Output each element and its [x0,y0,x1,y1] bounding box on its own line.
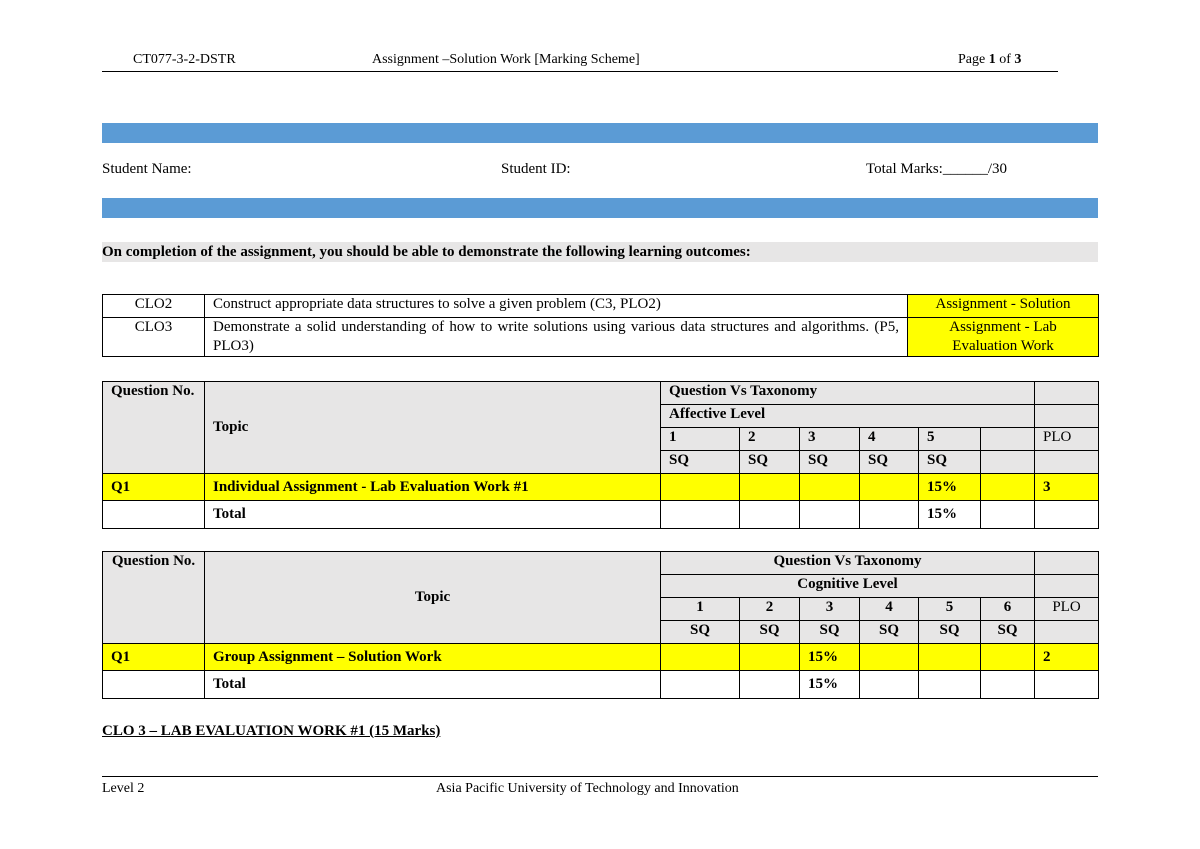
blue-band-top [102,123,1098,143]
total-row [103,671,1099,699]
level-3-header: 3 [800,598,860,621]
total-label: Total [205,671,661,699]
sq-header: SQ [740,621,800,644]
question-vs-taxonomy-header: Question Vs Taxonomy [661,552,1035,575]
level-4-header: 4 [860,428,919,451]
total-mark: 15% [800,671,860,699]
footer-university: Asia Pacific University of Technology and Innovation [436,781,739,796]
mark-cell: 15% [919,474,981,501]
plo-cell: 3 [1035,474,1099,501]
student-name-label: Student Name: [102,161,192,177]
affective-level-header: Affective Level [661,405,1035,428]
total-row [103,501,1099,529]
total-label: Total [205,501,661,529]
clo-code: CLO3 [103,318,205,357]
clo-row [103,295,1099,318]
page-number: Page 1 of 3 [958,52,1022,67]
cognitive-level-header: Cognitive Level [661,575,1035,598]
question-no-header: Question No. [103,382,205,474]
topic-header: Topic [205,382,661,474]
total-mark: 15% [919,501,981,529]
topic-cell: Group Assignment – Solution Work [205,644,661,671]
clo-row [103,318,1099,357]
sq-header: SQ [919,451,981,474]
clo-assessment: Assignment - Solution [908,295,1099,318]
sq-header: SQ [800,621,860,644]
header-rule [102,71,1058,72]
level-1-header: 1 [661,598,740,621]
sq-header: SQ [740,451,800,474]
document-title: Assignment –Solution Work [Marking Scheme] [372,52,640,67]
level-2-header: 2 [740,598,800,621]
level-3-header: 3 [800,428,860,451]
level-5-header: 5 [919,598,981,621]
question-id: Q1 [103,474,205,501]
affective-taxonomy-table [102,381,1099,529]
clo-description: Demonstrate a solid understanding of how to write solutions using various data structures and algorithms. (P5, PLO3) [205,318,908,357]
sq-header: SQ [860,621,919,644]
level-5-header: 5 [919,428,981,451]
question-id: Q1 [103,644,205,671]
section-heading: CLO 3 – LAB EVALUATION WORK #1 (15 Marks) [102,723,441,739]
plo-cell: 2 [1035,644,1099,671]
sq-header: SQ [661,451,740,474]
sq-header: SQ [919,621,981,644]
clo-table [102,294,1099,357]
course-code: CT077-3-2-DSTR [133,52,236,67]
total-marks-label: Total Marks:______/30 [866,161,1008,177]
question-vs-taxonomy-header: Question Vs Taxonomy [661,382,1035,405]
plo-header: PLO [1035,428,1099,451]
plo-header: PLO [1035,598,1099,621]
clo-code: CLO2 [103,295,205,318]
cognitive-taxonomy-table [102,551,1099,699]
student-id-label: Student ID: [501,161,571,177]
clo-description: Construct appropriate data structures to solve a given problem (C3, PLO2) [205,295,908,318]
mark-cell: 15% [800,644,860,671]
question-no-header: Question No. [103,552,205,644]
sq-header: SQ [800,451,860,474]
clo-assessment: Assignment - Lab Evaluation Work [908,318,1099,357]
learning-outcomes-heading: On completion of the assignment, you should be able to demonstrate the following learning outcomes: [102,242,1098,262]
footer-level: Level 2 [102,781,145,796]
table-row [103,474,1099,501]
level-6-header: 6 [981,598,1035,621]
level-4-header: 4 [860,598,919,621]
blue-band-bottom [102,198,1098,218]
topic-cell: Individual Assignment - Lab Evaluation Work #1 [205,474,661,501]
sq-header: SQ [981,621,1035,644]
level-1-header: 1 [661,428,740,451]
sq-header: SQ [661,621,740,644]
footer-rule [102,776,1098,777]
topic-header: Topic [205,552,661,644]
table-row [103,644,1099,671]
sq-header: SQ [860,451,919,474]
level-2-header: 2 [740,428,800,451]
